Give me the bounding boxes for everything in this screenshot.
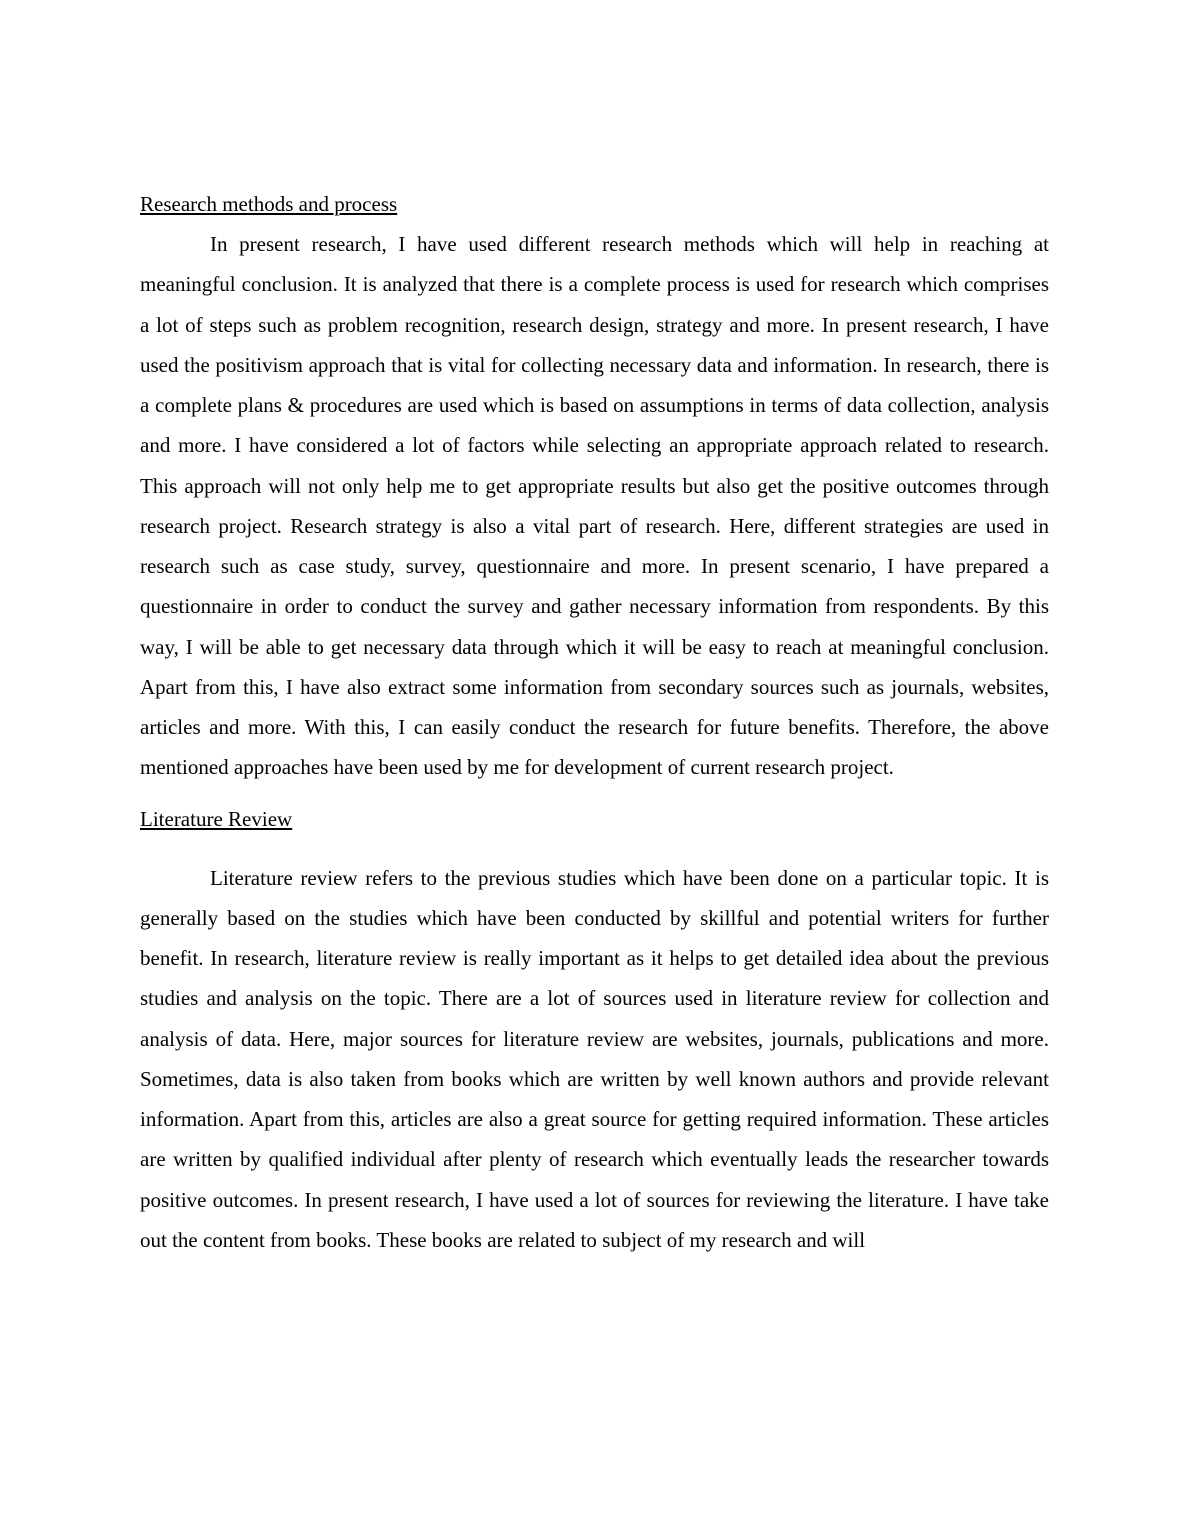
section-heading-research-methods: Research methods and process <box>140 192 398 216</box>
page-content <box>140 188 1049 1260</box>
section-paragraph-literature-review: Literature review refers to the previous studies which have been done on a particular topic. It is generally based on the studies which have been conducted by skillful and potential writers for further benefit. In research, literature review is really important as it helps to get detailed idea about the previous studies and analysis on the topic. There are a lot of sources used in literature review for collection and analysis of data. Here, major sources for literature review are websites, journals, publications and more. Sometimes, data is also taken from books which are written by well known authors and provide relevant information. Apart from this, articles are also a great source for getting required information. These articles are written by qualified individual after plenty of research which eventually leads the researcher towards positive outcomes. In present research, I have used a lot of sources for reviewing the literature. I have take out the content from books. These books are related to subject of my research and will <box>140 865 1049 1252</box>
section-heading-literature-review: Literature Review <box>140 806 293 831</box>
section-paragraph-research-methods: In present research, I have used different research methods which will help in reaching at meaningful conclusion. It is analyzed that there is a complete process is used for research which comprises a lot of steps such as problem recognition, research design, strategy and more. In present research, I have used the positivism approach that is vital for collecting necessary data and information. In research, there is a complete plans & procedures are used which is based on assumptions in terms of data collection, analysis and more. I have considered a lot of factors while selecting an appropriate approach related to research. This approach will not only help me to get appropriate results but also get the positive outcomes through research project. Research strategy is also a vital part of research. Here, different strategies are used in research such as case study, survey, questionnaire and more. In present scenario, I have prepared a questionnaire in order to conduct the survey and gather necessary information from respondents. By this way, I will be able to get necessary data through which it will be easy to reach at meaningful conclusion. Apart from this, I have also extract some information from secondary sources such as journals, websites, articles and more. With this, I can easily conduct the research for future benefits. Therefore, the above mentioned approaches have been used by me for development of current research project. <box>140 232 1049 780</box>
